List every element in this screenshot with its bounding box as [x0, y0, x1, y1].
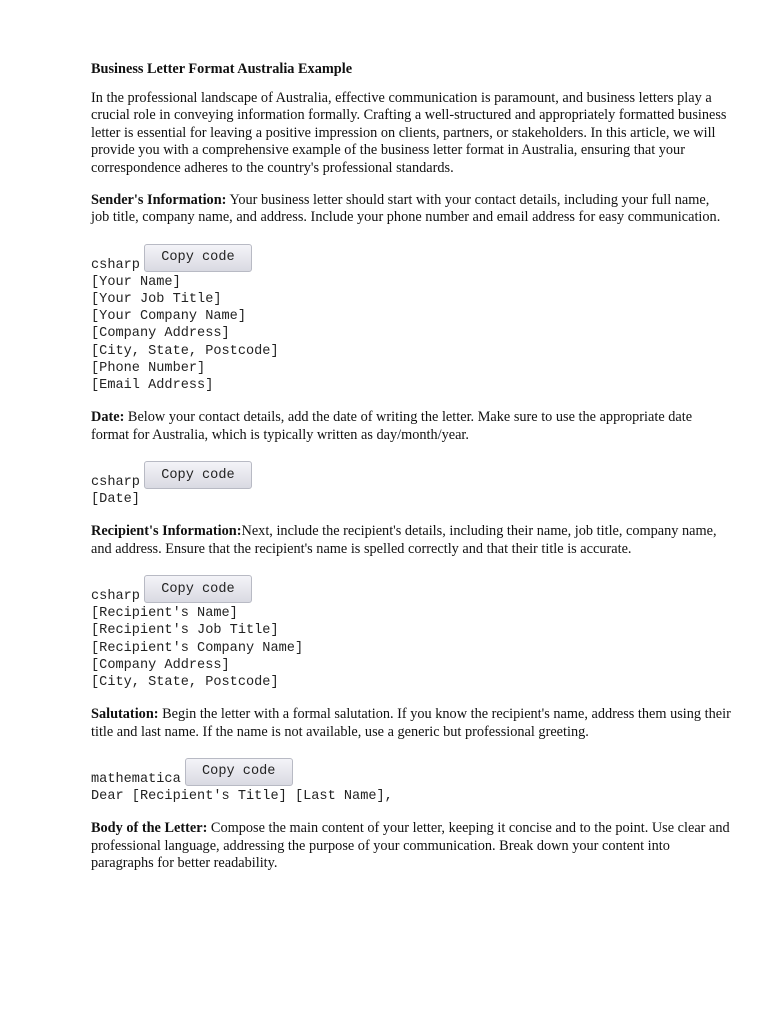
section-salutation: [91, 706, 731, 741]
copy-code-button[interactable]: Copy code: [144, 461, 252, 489]
section-senders-information: [91, 192, 731, 227]
section-text: Begin the letter with a formal salutation. If you know the recipient's name, address them using their title and last name. If the name is not available, use a generic but professional greeting.: [91, 706, 731, 740]
intro-paragraph: In the professional landscape of Australia, effective communication is paramount, and business letters play a crucial role in conveying information formally. Crafting a well-structured and appropriately formatted business letter is essential for leaving a positive impression on clients, partners, or stakeholders. In this article, we will provide you with a comprehensive example of the business letter format in Australia, ensuring that your correspondence adheres to the country's professional standards.: [91, 90, 727, 176]
code-line: [Date]: [91, 492, 140, 508]
code-line: Dear [Recipient's Title] [Last Name],: [91, 788, 393, 804]
code-block-date: [91, 459, 731, 508]
code-block-header: [91, 459, 731, 491]
code-line: [Your Company Name]: [91, 309, 246, 325]
section-text: Next, include the recipient's details, including their name, job title, company name, and address. Ensure that the recipient's name is spelled correctly and that their title is accurate.: [91, 523, 717, 557]
code-block-header: [91, 573, 731, 605]
code-block-header: [91, 756, 731, 788]
section-heading: Date:: [91, 409, 125, 426]
code-line: [Your Name]: [91, 274, 181, 290]
section-heading: Body of the Letter:: [91, 820, 208, 837]
code-block-header: [91, 242, 731, 274]
code-line: [Your Job Title]: [91, 292, 222, 308]
copy-code-button[interactable]: Copy code: [185, 758, 293, 786]
code-line: [Recipient's Company Name]: [91, 640, 304, 656]
copy-code-button[interactable]: Copy code: [144, 244, 252, 272]
section-heading: Sender's Information:: [91, 192, 227, 209]
code-line: [Phone Number]: [91, 360, 206, 376]
code-language-label: mathematica: [91, 771, 181, 787]
code-line: [City, State, Postcode]: [91, 674, 279, 690]
code-line: [City, State, Postcode]: [91, 343, 279, 359]
code-line: [Email Address]: [91, 378, 214, 394]
code-language-label: csharp: [91, 475, 140, 491]
code-line: [Company Address]: [91, 657, 230, 673]
section-heading: Recipient's Information:: [91, 523, 242, 540]
section-recipients-information: [91, 523, 731, 558]
code-lines: [91, 605, 731, 691]
code-block-salutation: [91, 756, 731, 805]
code-line: [Recipient's Name]: [91, 606, 238, 622]
section-date: [91, 409, 731, 444]
section-text: Your business letter should start with your contact details, including your full name, job title, company name, and address. Include your phone number and email address for easy communication.: [91, 192, 721, 226]
section-text: Compose the main content of your letter, keeping it concise and to the point. Use clear and professional language, addressing the purpose of your communication. Break down your content into paragraphs for better readability.: [91, 820, 730, 871]
document-page: [91, 59, 731, 887]
section-text: Below your contact details, add the date of writing the letter. Make sure to use the appropriate date format for Australia, which is typically written as day/month/year.: [91, 409, 693, 443]
code-line: [Recipient's Job Title]: [91, 623, 279, 639]
code-lines: [91, 491, 731, 508]
code-language-label: csharp: [91, 589, 140, 605]
copy-code-button[interactable]: Copy code: [144, 575, 252, 603]
code-lines: [91, 274, 731, 394]
code-line: [Company Address]: [91, 326, 230, 342]
code-block-recipients-information: [91, 573, 731, 691]
section-heading: Salutation:: [91, 706, 159, 723]
code-lines: [91, 788, 731, 805]
document-title: Business Letter Format Australia Example: [91, 61, 353, 77]
code-language-label: csharp: [91, 257, 140, 273]
code-block-senders-information: [91, 242, 731, 394]
section-body-of-the-letter: [91, 820, 731, 872]
